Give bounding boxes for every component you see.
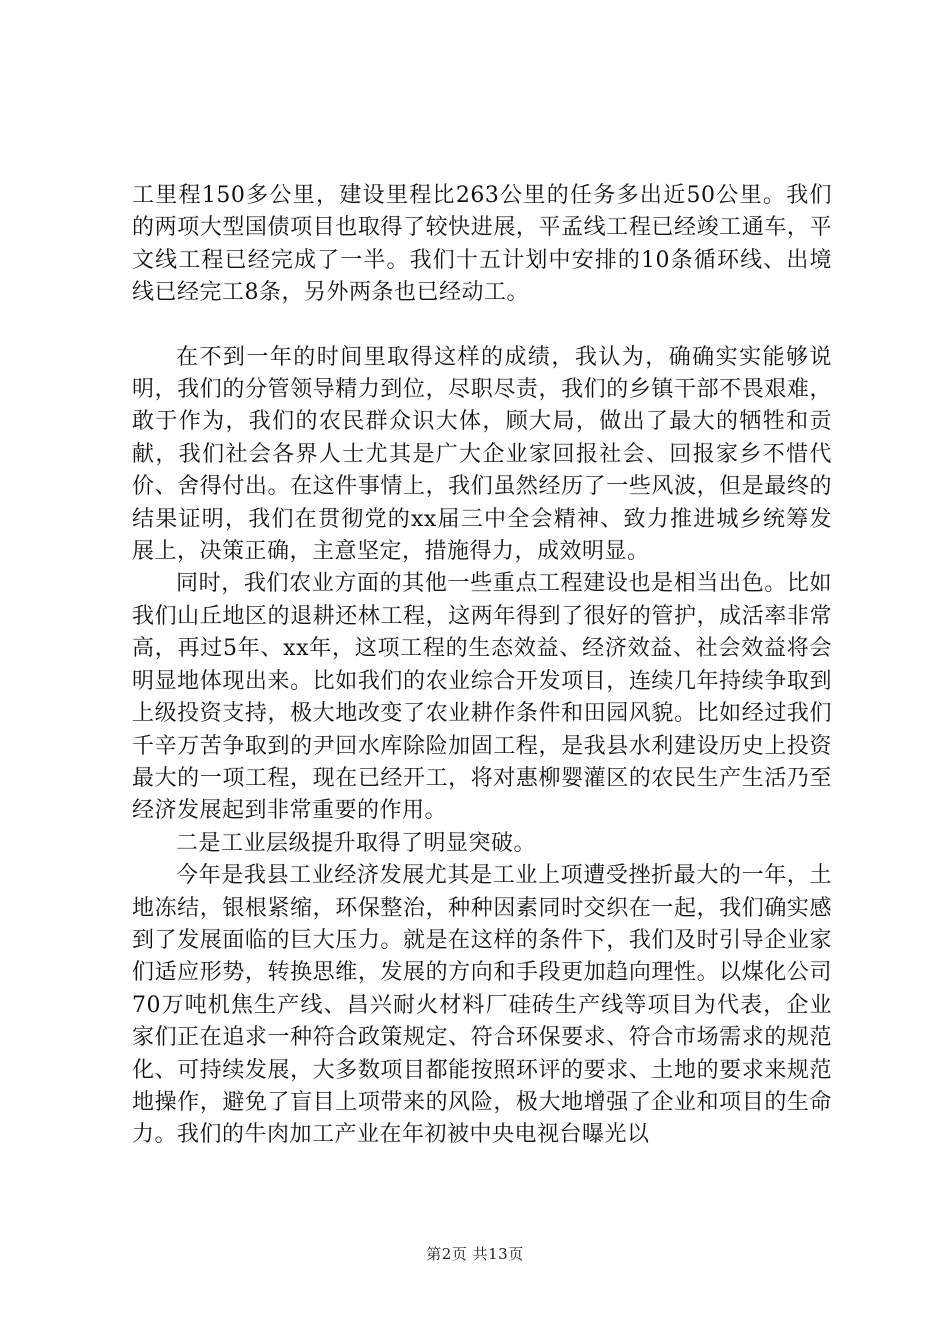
section-heading: 二是工业层级提升取得了明显突破。 xyxy=(176,830,537,856)
paragraph-1: 工里程150多公里，建设里程比263公里的任务多出近50公里。我们的两项大型国债项目也取得了较快进展，平孟线工程已经竣工通车，平文线工程已经完成了一半。我们十五计划中安排的10条循环线、出境线已经完工8条，另外两条也已经动工。 xyxy=(132,183,832,306)
document-body xyxy=(132,180,832,1152)
paragraph-2: 在不到一年的时间里取得这样的成绩，我认为，确确实实能够说明，我们的分管领导精力到位，尽职尽责，我们的乡镇干部不畏艰难，敢于作为，我们的农民群众识大体，顾大局，做出了最大的牺牲和贡献，我们社会各界人士尤其是广大企业家回报社会、回报家乡不惜代价、舍得付出。在这件事情上，我们虽然经历了一些风波，但是最终的结果证明，我们在贯彻党的xx届三中全会精神、致力推进城乡统筹发展上，决策正确，主意坚定，措施得力，成效明显。 xyxy=(132,344,832,565)
page-footer: 第2页 共13页 xyxy=(426,1245,524,1263)
paragraph-3: 同时，我们农业方面的其他一些重点工程建设也是相当出色。比如我们山丘地区的退耕还林工程，这两年得到了很好的管护，成活率非常高，再过5年、xx年，这项工程的生态效益、经济效益、社会效益将会明显地体现出来。比如我们的农业综合开发项目，连续几年持续争取到上级投资支持，极大地改变了农业耕作条件和田园风貌。比如经过我们千辛万苦争取到的尹回水库除险加固工程，是我县水利建设历史上投资最大的一项工程，现在已经开工，将对惠柳婴灌区的农民生产生活乃至经济发展起到非常重要的作用。 xyxy=(132,571,832,824)
paragraph-4: 今年是我县工业经济发展尤其是工业上项遭受挫折最大的一年，土地冻结，银根紧缩，环保整治，种种因素同时交织在一起，我们确实感到了发展面临的巨大压力。就是在这样的条件下，我们及时引导企业家们适应形势，转换思维，发展的方向和手段更加趋向理性。以煤化公司70万吨机焦生产线、昌兴耐火材料厂硅砖生产线等项目为代表，企业家们正在追求一种符合政策规定、符合环保要求、符合市场需求的规范化、可持续发展，大多数项目都能按照环评的要求、土地的要求来规范地操作，避免了盲目上项带来的风险，极大地增强了企业和项目的生命力。我们的牛肉加工产业在年初被中央电视台曝光以 xyxy=(132,863,832,1148)
